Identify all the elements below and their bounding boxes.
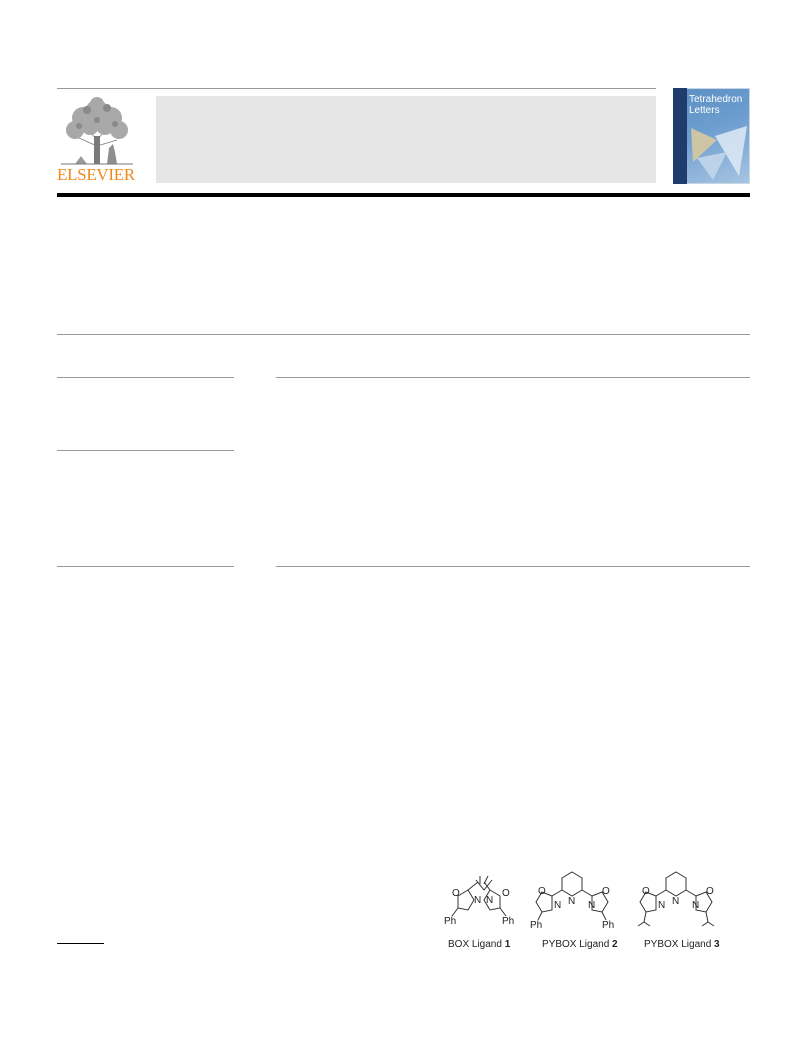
ligand-structures-svg <box>440 868 730 956</box>
atom-o: O <box>602 886 610 897</box>
ligand-caption-text: PYBOX Ligand <box>542 939 613 950</box>
cover-graphic <box>687 118 750 184</box>
publisher-wordmark: ELSEVIER <box>57 165 135 184</box>
ligand-caption <box>448 939 511 950</box>
left-column-rule-1 <box>57 377 234 378</box>
ligand-structures-figure <box>440 868 730 956</box>
atom-n: N <box>474 895 482 906</box>
atom-n: N <box>554 900 562 911</box>
ligand-caption-text: PYBOX Ligand <box>644 939 715 950</box>
atom-n: N <box>568 896 576 907</box>
atom-n: N <box>486 895 494 906</box>
header-thick-rule <box>57 193 750 197</box>
atom-o: O <box>452 888 460 899</box>
masthead-band <box>156 96 656 183</box>
atom-o: O <box>538 886 546 897</box>
atom-n: N <box>692 900 700 911</box>
atom-n: N <box>658 900 666 911</box>
substituent-label: Ph <box>530 920 543 931</box>
atom-o: O <box>502 888 510 899</box>
left-column-rule-3 <box>57 566 234 567</box>
cover-title-line2: Letters <box>689 105 720 116</box>
elsevier-tree-icon <box>57 96 137 166</box>
ligand-caption <box>542 939 618 950</box>
article-info-rule <box>57 334 750 335</box>
top-rule <box>57 88 656 89</box>
ligand-number: 1 <box>504 939 511 950</box>
atom-o: O <box>706 886 714 897</box>
ligand-number: 2 <box>612 939 618 950</box>
atom-n: N <box>672 896 680 907</box>
cover-title <box>689 94 749 116</box>
elsevier-logo <box>57 96 137 186</box>
cover-spine-stripe <box>673 88 687 184</box>
cover-title-line1: Tetrahedron <box>689 94 743 105</box>
right-column-rule-2 <box>276 566 750 567</box>
atom-n: N <box>588 900 596 911</box>
ligand-caption <box>644 939 720 950</box>
journal-cover <box>673 88 750 184</box>
atom-o: O <box>642 886 650 897</box>
ligand-caption-text: BOX Ligand <box>448 939 505 950</box>
substituent-label: Ph <box>502 916 515 927</box>
left-column-rule-2 <box>57 450 234 451</box>
ligand-number: 3 <box>714 939 720 950</box>
substituent-label: Ph <box>444 916 457 927</box>
footnote-rule <box>57 943 104 944</box>
substituent-label: Ph <box>602 920 615 931</box>
right-column-rule-1 <box>276 377 750 378</box>
